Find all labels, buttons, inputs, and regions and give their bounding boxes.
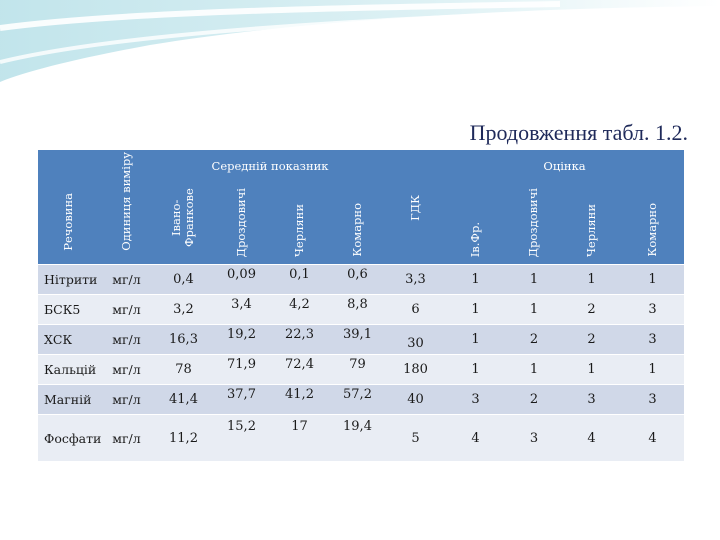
table-row bbox=[38, 354, 684, 384]
cell-avg: 0,1 bbox=[270, 264, 329, 294]
cell-score: 2 bbox=[506, 384, 562, 414]
cell-substance: Фосфати bbox=[38, 414, 99, 461]
cell-avg: 11,2 bbox=[154, 414, 213, 461]
cell-gdk: 180 bbox=[386, 354, 445, 384]
header-unit: Одиниця виміру bbox=[99, 150, 154, 264]
cell-score: 3 bbox=[445, 384, 506, 414]
cell-gdk: 5 bbox=[386, 414, 445, 461]
table-caption: Продовження табл. 1.2. bbox=[469, 120, 688, 145]
cell-gdk: 40 bbox=[386, 384, 445, 414]
cell-substance: Нітрити bbox=[38, 264, 99, 294]
cell-substance: ХСК bbox=[38, 324, 99, 354]
cell-score: 1 bbox=[445, 324, 506, 354]
cell-gdk: 6 bbox=[386, 294, 445, 324]
cell-avg: 19,4 bbox=[329, 414, 386, 461]
cell-score: 1 bbox=[445, 264, 506, 294]
table-row bbox=[38, 384, 684, 414]
cell-score: 3 bbox=[506, 414, 562, 461]
cell-score: 3 bbox=[621, 384, 684, 414]
cell-score: 3 bbox=[562, 384, 621, 414]
header-score-iv-fr: Ів.Фр. bbox=[445, 182, 506, 264]
cell-avg: 78 bbox=[154, 354, 213, 384]
cell-unit: мг/л bbox=[99, 414, 154, 461]
cell-avg: 0,09 bbox=[213, 264, 270, 294]
cell-avg: 17 bbox=[270, 414, 329, 461]
cell-gdk: 3,3 bbox=[386, 264, 445, 294]
cell-score: 4 bbox=[621, 414, 684, 461]
cell-unit: мг/л bbox=[99, 354, 154, 384]
cell-avg: 37,7 bbox=[213, 384, 270, 414]
cell-avg: 71,9 bbox=[213, 354, 270, 384]
cell-score: 4 bbox=[445, 414, 506, 461]
cell-avg: 57,2 bbox=[329, 384, 386, 414]
cell-avg: 41,4 bbox=[154, 384, 213, 414]
header-avg-cherliany: Черляни bbox=[270, 182, 329, 264]
cell-score: 1 bbox=[621, 264, 684, 294]
cell-avg: 72,4 bbox=[270, 354, 329, 384]
table-row bbox=[38, 414, 684, 461]
cell-avg: 22,3 bbox=[270, 324, 329, 354]
cell-score: 2 bbox=[562, 324, 621, 354]
cell-score: 1 bbox=[621, 354, 684, 384]
cell-score: 1 bbox=[562, 264, 621, 294]
header-score-cherliany: Черляни bbox=[562, 182, 621, 264]
table-row bbox=[38, 294, 684, 324]
cell-avg: 19,2 bbox=[213, 324, 270, 354]
header-avg-drozdovychi: Дроздовичі bbox=[213, 182, 270, 264]
cell-avg: 41,2 bbox=[270, 384, 329, 414]
cell-score: 1 bbox=[445, 354, 506, 384]
cell-substance: БСК5 bbox=[38, 294, 99, 324]
cell-avg: 4,2 bbox=[270, 294, 329, 324]
header-substance: Речовина bbox=[38, 150, 99, 264]
cell-score: 1 bbox=[506, 264, 562, 294]
cell-score: 2 bbox=[562, 294, 621, 324]
cell-avg: 0,4 bbox=[154, 264, 213, 294]
header-average-group: Середній показник bbox=[154, 150, 386, 182]
cell-substance: Магній bbox=[38, 384, 99, 414]
header-avg-ivano-frankove: Івано-Франкове bbox=[154, 182, 213, 264]
cell-unit: мг/л bbox=[99, 264, 154, 294]
header-avg-komarno: Комарно bbox=[329, 182, 386, 264]
cell-avg: 3,4 bbox=[213, 294, 270, 324]
cell-score: 1 bbox=[445, 294, 506, 324]
header-score-drozdovychi: Дроздовичі bbox=[506, 182, 562, 264]
cell-score: 1 bbox=[506, 354, 562, 384]
cell-score: 4 bbox=[562, 414, 621, 461]
cell-avg: 0,6 bbox=[329, 264, 386, 294]
cell-avg: 16,3 bbox=[154, 324, 213, 354]
table-row bbox=[38, 324, 684, 354]
cell-avg: 39,1 bbox=[329, 324, 386, 354]
cell-score: 3 bbox=[621, 324, 684, 354]
data-table bbox=[38, 150, 684, 461]
table-row bbox=[38, 264, 684, 294]
cell-substance: Кальцій bbox=[38, 354, 99, 384]
cell-gdk: 30 bbox=[386, 324, 445, 354]
cell-unit: мг/л bbox=[99, 294, 154, 324]
cell-unit: мг/л bbox=[99, 384, 154, 414]
cell-avg: 3,2 bbox=[154, 294, 213, 324]
cell-score: 1 bbox=[506, 294, 562, 324]
cell-score: 3 bbox=[621, 294, 684, 324]
cell-score: 1 bbox=[562, 354, 621, 384]
header-score-komarno: Комарно bbox=[621, 182, 684, 264]
cell-avg: 8,8 bbox=[329, 294, 386, 324]
header-score-group: Оцінка bbox=[445, 150, 684, 182]
decorative-wave bbox=[0, 0, 720, 110]
cell-unit: мг/л bbox=[99, 324, 154, 354]
header-gdk: ГДК bbox=[386, 150, 445, 264]
cell-avg: 79 bbox=[329, 354, 386, 384]
cell-score: 2 bbox=[506, 324, 562, 354]
cell-avg: 15,2 bbox=[213, 414, 270, 461]
